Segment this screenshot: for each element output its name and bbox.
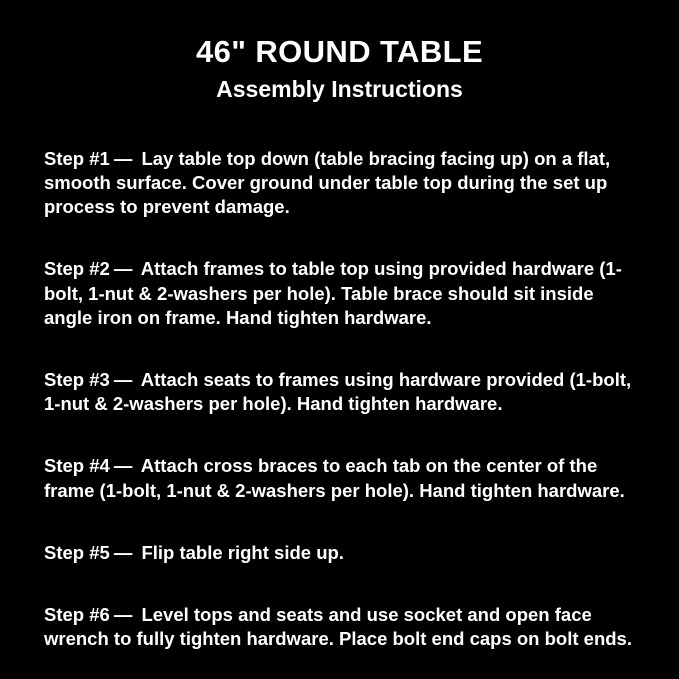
step-separator: — xyxy=(113,258,133,280)
step-separator: — xyxy=(113,369,133,391)
step-text: Lay table top down (table bracing facing up) on a flat, smooth surface. Cover ground under table top during the set up process to prevent damage. xyxy=(44,147,611,218)
list-item xyxy=(44,454,635,503)
step-label: Step #4 xyxy=(44,455,110,477)
step-separator: — xyxy=(113,147,133,169)
step-label: Step #3 xyxy=(44,369,110,391)
step-label: Step #5 xyxy=(44,541,110,563)
step-text: Attach cross braces to each tab on the center of the frame (1-bolt, 1-nut & 2-washers per hole). Hand tighten hardware. xyxy=(44,455,625,501)
step-label: Step #2 xyxy=(44,258,110,280)
step-text: Level tops and seats and use socket and open face wrench to fully tighten hardware. Place bolt end caps on bolt ends. xyxy=(44,603,632,649)
steps-list xyxy=(44,128,635,651)
list-item xyxy=(44,541,635,565)
page-title: 46" ROUND TABLE xyxy=(195,34,484,69)
step-text: Attach frames to table top using provided hardware (1-bolt, 1-nut & 2-washers per hole). Table brace should sit inside angle iron on frame. Hand tighten hardware. xyxy=(44,258,622,329)
step-label: Step #1 xyxy=(44,147,110,169)
step-text: Attach seats to frames using hardware provided (1-bolt, 1-nut & 2-washers per hole). Hand tighten hardware. xyxy=(44,369,632,415)
list-item xyxy=(44,257,635,330)
step-text: Flip table right side up. xyxy=(141,541,344,563)
page-subtitle: Assembly Instructions xyxy=(216,75,463,102)
list-item xyxy=(44,147,635,220)
step-label: Step #6 xyxy=(44,603,110,625)
step-separator: — xyxy=(113,541,133,563)
list-item xyxy=(44,603,635,652)
step-separator: — xyxy=(113,603,133,625)
list-item xyxy=(44,368,635,417)
step-separator: — xyxy=(113,455,133,477)
